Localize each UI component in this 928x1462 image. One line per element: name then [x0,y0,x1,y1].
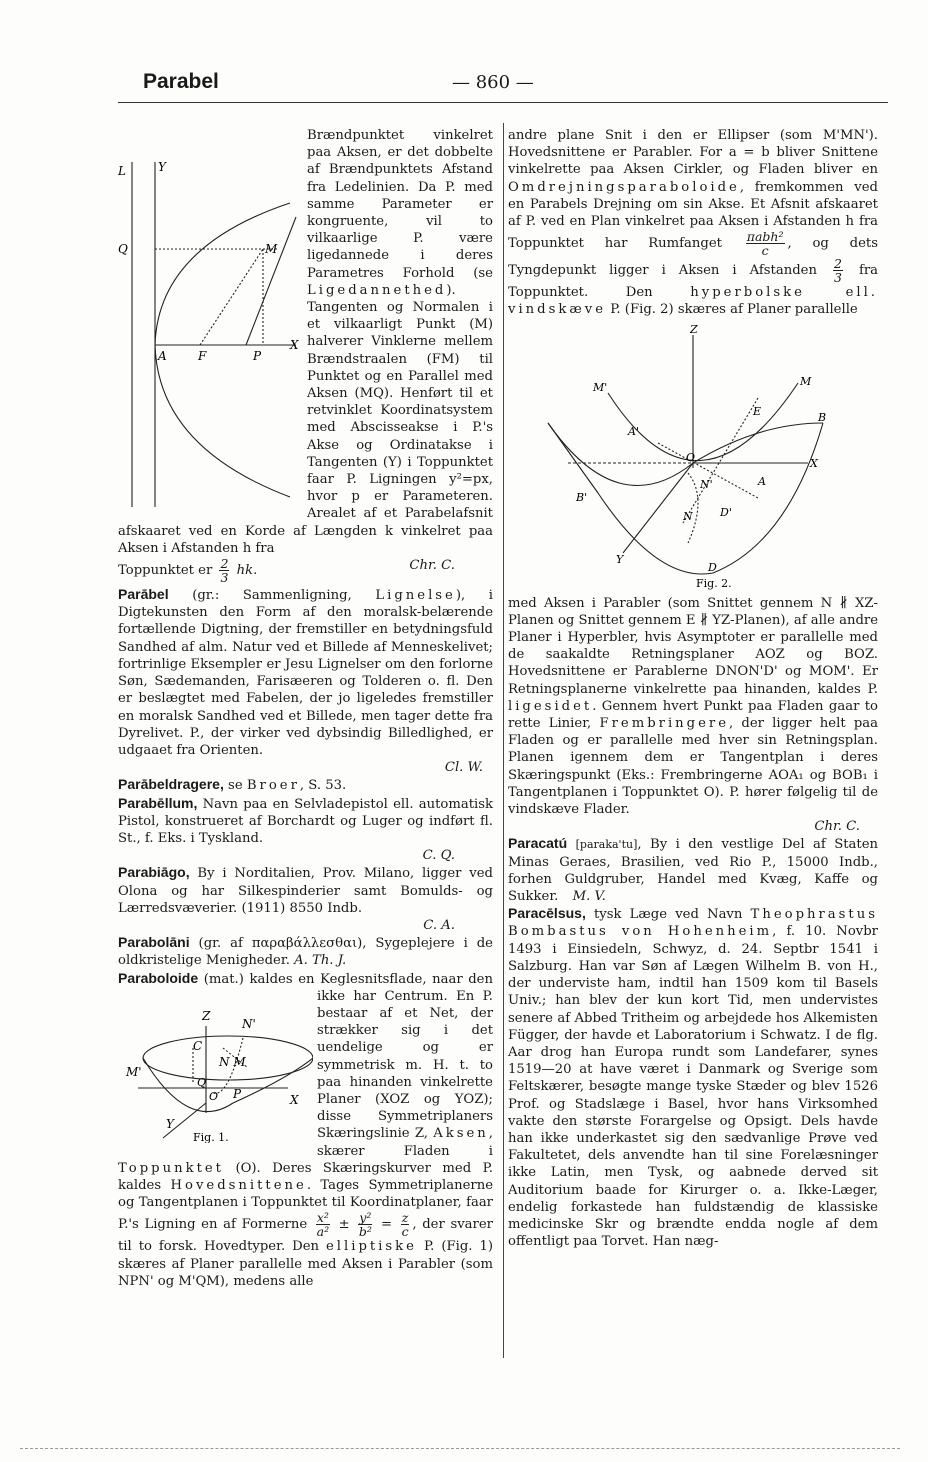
label-x: X [290,338,299,352]
signature: M. V. [572,889,606,905]
fraction-y2-b2: $\frac{\text{y²}}{\text{b²}}$ [358,1210,372,1240]
running-head-word: Parabel [143,70,219,93]
fig2-label-d: D [708,560,717,574]
fig2-parabola-n [688,473,698,543]
fig2-label-mp: M' [593,380,608,394]
fig2-edge [548,423,598,493]
header-rule [118,102,888,103]
fig2-label-y: Y [616,552,624,566]
fraction-centroid: $\frac{2}{3}$ [833,256,842,286]
fig2-label-m: M [800,374,812,388]
fig1-label-z: Z [202,1008,211,1023]
label-m: M [265,242,278,256]
fig2-label-e: E [753,404,762,418]
page-number: — 860 — [452,72,534,93]
label-q: Q [118,242,128,256]
fig2-label-z: Z [690,322,698,336]
entry-parabel-intro: Brændpunktet vinkelret paa Aksen, er det dobbelte af Brændpunktets Afstand fra Ledelinien. Da P. med samme Parameter er kongruente, vil to vilkaarlige P. være ligedannede i deres Parametres Forhold (se Ligedannethed). Tangenten og Normalen i et vilkaarligt Punkt (M) halverer Vinklerne mellem Brændstraalen (FM) til Punktet og en Parallel med Aksen (MQ). Henført til et retvinklet Koordinatsystem med Abscisseakse i P.'s Akse og Ordinatakse i Tangenten (Y) i Toppunktet faar P. Ligningen y²=px, hvor p er Parameteren. Arealet af et Parabelafsnit afskaaret ved en Korde af Længden k vinkelret paa Aksen i Afstanden h fra [118,128,493,556]
fig2-label-np: N' [700,477,713,491]
fraction-z-c: $\frac{z}{c}$ [401,1210,409,1240]
signature: A. Th. J. [294,953,347,969]
fig2-caption: Fig. 2. [696,576,732,590]
label-l: L [118,164,126,178]
fig2-label-ap: A' [628,424,639,438]
fig1-label-o: O [209,1089,219,1103]
fig2-label-bp: B' [576,490,588,504]
entry-parabel-literature: Parābel (gr.: Sammenligning, Lignelse), i Digtekunsten den Form af den moralsk-belærende fortællende Digtning, der fremstiller en betydningsfuld Sandhed af alm. Natur ved et Billede af Menneskelivet; fortrinlige Eksempler er Jesu Lignelser om den forlorne Søn, Sædemanden, Farisæeren og Tolderen o. fl. Den er beslægtet med Fabelen, der jo ligeledes fremstiller en moralsk Sandhed ved et Billede, men tager dette fra Dyrelivet. P., der virker ved dybsindig Billedlighed, er udgaaet fra Orienten. Cl. W. [118,586,494,776]
signature: Chr. C. [814,819,860,835]
fraction-two-thirds: $\frac{2}{3}$ [220,556,229,586]
fig2-saddle-top [608,383,798,461]
fig2-y-axis [623,463,693,553]
signature: Cl. W. [444,760,483,776]
fig2-label-n: N [683,509,693,523]
label-p: P [253,349,262,363]
label-y: Y [158,160,166,174]
figure-1-elliptic-paraboloid [118,1008,313,1143]
footer-rule [20,1448,900,1449]
entry-parabiago: Parabiāgo, By i Norditalien, Prov. Milano, ligger ved Olona og har Silkespinderier samt Bomulds- og Lærredsvæverier. (1911) 8550 Indb. C. A. [118,864,493,933]
fig2-saddle-right [713,423,823,573]
entry-paraboloide-cont: andre plane Snit i den er Ellipser (som M'MN'). Hovedsnittene er Parabler. For a = b bliver Snittene vinkelrette paa Aksen Cirkler, og Fladen bliver en Omdrejningsparaboloide, fremkommen ved en Parabels Drejning om sin Akse. Et Afsnit afskaaret af P. ved en Plan vinkelret paa Aksen i Afstanden h fra Toppunktet har Rumfanget $\frac{\text{πabh²}}{c}$ , og dets Tyngdepunkt ligger i Aksen i Afstanden $\frac{2}{3}$ fra Toppunktet. Den hyperbolske ell. vindskæve P. (Fig. 2) skæres af Planer parallelle [508,128,879,318]
signature: Chr. C. [409,558,455,574]
fig1-label-nm: N M [219,1054,246,1069]
right-column [508,127,878,1250]
fig1-label-y: Y [166,1116,174,1131]
fig1-caption: Fig. 1. [193,1130,229,1143]
figure-2-hyperbolic-paraboloid [508,323,878,593]
entry-parabolani: Parabolāni (gr. af παραβάλλεσθαι), Sygeplejere i de oldkristelige Menigheder. A. Th. J. [118,934,493,969]
fig2-label-o: O [686,450,696,464]
fig1-label-c: C [193,1038,203,1053]
fig1-label-x: X [290,1092,299,1107]
column-divider [503,123,504,1358]
entry-paracelsus: Paracēlsus, tysk Læge ved Navn Theophrastus Bombastus von Hohenheim, f. 10. Novbr 1493 i Einsiedeln, Schwyz, d. 24. Septbr 1541 i Salzburg. Han var Søn af Lægen Wilhelm B. von H., der underviste ham, indtil han 1509 kom til Basels Univ.; han blev der kun kort Tid, men undervistes senere af Abbed Tritheim og arbejdede hos Alkemisten Függer, der havde et Laboratorium i Schwatz. I de flg. Aar drog han Europa rundt som Landefarer, synes 1519—20 at have været i Danmark og Sverige som Feltskærer, besøgte mange tyske Stæder og blev 1526 Prof. og Stadslæge i Basel, hvor hans Virksomhed vakte den største Forargelse og Opsigt. Dels havde han ikke underkastet sig den sædvanlige Prøve ved Fakultetet, dels anvendte han til sine Forelæsninger ikke Latin, men Tysk, og aabnede derved sit Auditorium baade for Kirurger o. a. Ikke-Læger, endelig forkastede han fuldstændig de klassiske medicinske Skr og brændte endda nogle af dem offentligt paa Torvet. Han næg- [508,905,878,1250]
signature: C. A. [423,917,455,933]
signature: C. Q. [422,848,455,864]
fraction-x2-a2: $\frac{\text{x²}}{\text{a²}}$ [316,1210,330,1240]
entry-paracatu: Paracatú [paraka'tu], By i den vestlige Del af Staten Minas Geraes, Brasilien, ved Rio P., 15000 Indb., forhen Guldgruber, Handel med Kvæg, Kaffe og Sukker. M. V. [508,835,878,905]
entry-parabellum: Parabēllum, Navn paa en Selvladepistol ell. automatisk Pistol, konstrueret af Borchardt og Luger og indført fl. St., f. Eks. i Tyskland. C. Q. [118,794,494,864]
entry-parabeldragere: Parābeldragere, se Broer, S. 53. [118,776,347,794]
entry-paraboloide: Paraboloide (mat.) kaldes en Keglesnitsflade, naar den ikke har Centrum. Z N' C N M M' Q O P X Y Fig. 1. En P. bestaar af et Net, der strækker sig i det uendelige og er symmetrisk m. H. t. to paa hinanden vinkelrette Planer (XOZ og YOZ); disse Symmetriplaners Skæringslinie Z, Aksen, skærer Fladen i Toppunktet (O). Deres Skæringskurver med P. kaldes Hovedsnittene. Tages Symmetriplanerne og Tangentplanen i Toppunktet til Koordinatplaner, faar P.'s Ligning en af Formerne $\frac{\text{x²}}{\text{a²}}$ ± $\frac{\text{y²}}{\text{b²}}$ = $\frac{z}{c}$ , der svarer til to forsk. Hovedtyper. Den elliptiske P. (Fig. 1) skæres af Planer parallelle med Aksen i Parabler (som NPN' og M'QM), medens alle [118,969,493,1289]
left-column-text [118,127,493,1290]
fig1-label-mp: M' [126,1064,142,1079]
entry-parabel-area-line: Toppunktet er $\frac{2}{3}$ hk. Chr. C. [118,557,493,584]
entry-paraboloide-hyperbolic: med Aksen i Parabler (som Snittet gennem N ∦ XZ-Planen og Snittet gennem E ∦ YZ-Planen), af alle andre Planer i Hyperbler, hvis Asymptoter er parallelle med de saakaldte Retningsplaner AOZ og BOZ. Hovedsnittene er Parablerne DNON'D' og MOM'. Er Retningsplanerne vinkelrette paa hinanden, kaldes P. ligesidet. Gennem hvert Punkt paa Fladen gaar to rette Linier, Frembringere, der ligger helt paa Fladen og er parallelle med hver sin Retningsplan. Planen igennem dem er Tangentplan i deres Skæringspunkt (Eks.: Frembringerne AOA₁ og BOB₁ i Tangentplanen i Toppunktet O). P. hører følgelig til de vindskæve Flader. Chr. C. [508,595,878,835]
fig2-label-b: B [818,410,827,424]
fig1-label-p: P [233,1086,242,1101]
fraction-volume: $\frac{\text{πabh²}}{c}$ [746,229,784,259]
fig1-label-n: N' [242,1016,256,1031]
fig2-label-x: X [810,456,818,470]
fig2-label-a: A [758,474,766,488]
label-a: A [158,349,167,363]
fig2-label-dp: D' [720,505,732,519]
fig1-label-q: Q [197,1075,207,1089]
label-f: F [198,349,207,363]
